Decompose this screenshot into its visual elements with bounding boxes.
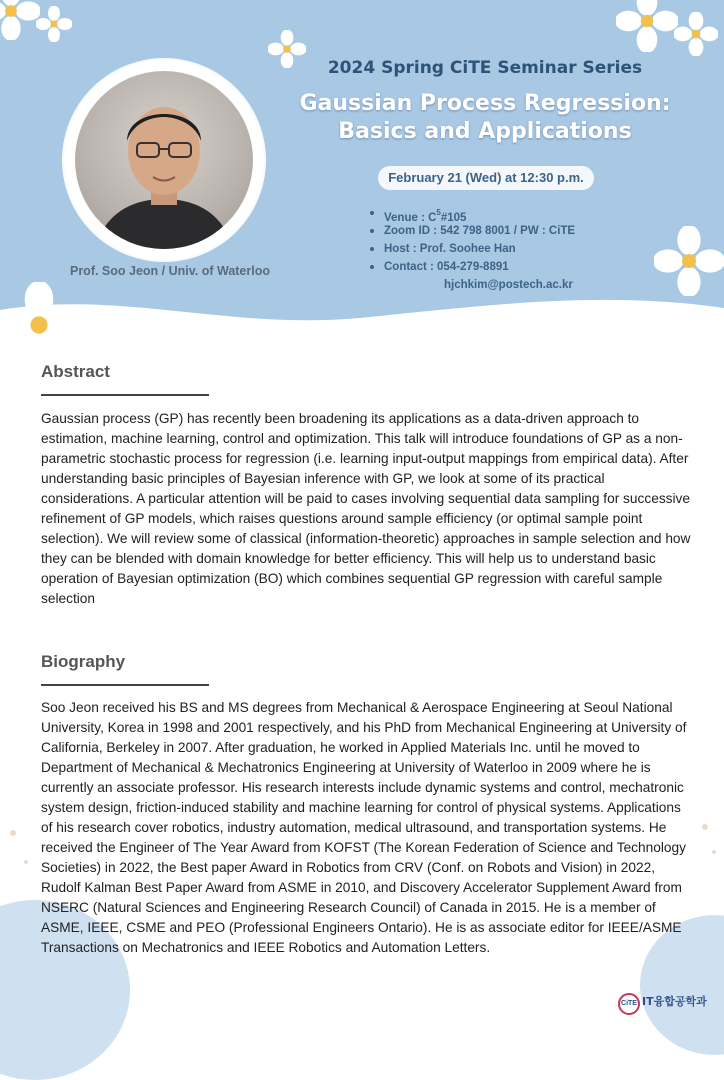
bullet-icon	[370, 211, 374, 215]
department-name: IT융합공학과	[642, 995, 707, 1008]
decorative-dot	[24, 860, 28, 864]
decorative-dot	[702, 824, 708, 830]
event-info-list	[368, 204, 648, 294]
talk-title-line-1: Gaussian Process Regression:	[299, 91, 671, 116]
zoom-item: Zoom ID : 542 798 8001 / PW : CiTE	[368, 222, 648, 240]
speaker-caption: Prof. Soo Jeon / Univ. of Waterloo	[69, 264, 270, 278]
flower-icon	[674, 12, 718, 56]
bullet-icon	[370, 247, 374, 251]
contact-item: Contact : 054-279-8891	[368, 258, 648, 276]
flower-icon	[36, 6, 72, 42]
biography-text: Soo Jeon received his BS and MS degrees from Mechanical & Aerospace Engineering at Seoul National University, Korea in 1998 and 2001 respectively, and his PhD from Mechanical Engineering at University of California, Berkeley in 2007. After graduation, he worked in Applied Materials Inc. until he moved to Department of Mechanical & Mechatronics Engineering at University of Waterloo in 2009 where he is currently an associate professor. His research interests include dynamic systems and control, mechatronic system design, friction-induced stability and machine learning for control of physical systems. Applications of his research cover robotics, industry automation, medical ultrasound, and transportation systems. He received the Engineer of The Year Award from KOFST (The Korean Federation of Science and Technology Societies) in 2022, the Best paper Award in Robotics from CRV (Conf. on Robots and Vision) in 2022, Rudolf Kalman Best Paper Award from ASME in 2010, and Discovery Accelerator Supplement Award from NSERC (Natural Sciences and Engineering Research Council) of Canada in 2015. He is a member of ASME, IEEE, CSME and PEO (Professional Engineers Ontario). He is as associate editor for IEEE/ASME Transactions on Mechatronics and IEEE Robotics and Automation Letters.	[41, 700, 687, 955]
bullet-icon	[370, 265, 374, 269]
biography-heading: Biography	[41, 652, 126, 671]
flower-icon	[654, 226, 724, 296]
department-logo	[618, 993, 718, 1015]
talk-title	[285, 90, 685, 146]
decorative-dot	[712, 850, 716, 854]
host-item: Host : Prof. Soohee Han	[368, 240, 648, 258]
flower-icon	[616, 0, 678, 52]
series-title: 2024 Spring CiTE Seminar Series	[327, 58, 643, 78]
cite-logo-icon: CiTE	[618, 993, 640, 1015]
flower-icon	[0, 0, 40, 40]
biography-divider	[41, 684, 209, 686]
flower-icon	[0, 282, 82, 368]
bullet-icon	[370, 229, 374, 233]
abstract-heading: Abstract	[41, 362, 110, 381]
date-badge: February 21 (Wed) at 12:30 p.m.	[378, 166, 594, 190]
abstract-divider	[41, 394, 209, 396]
speaker-photo	[75, 71, 253, 249]
abstract-text: Gaussian process (GP) has recently been broadening its applications as a data-driven approach to estimation, machine learning, control and optimization. This talk will introduce foundations of GP as a non-parametric stochastic process for regression (i.e. learning input-output mappings from empirical data). After understanding basic principles of Bayesian inference with GP, we look at some of its practical considerations. A particular attention will be paid to cases involving sequential data sampling for successive refinement of GP models, which raises questions around sample efficiency (or optimal sample point selection). We will review some of classical (information-theoretic) approaches in sample selection and how they can be blended with domain knowledge for better efficiency. This will help us to understand basic operation of Bayesian optimization (BO) which combines sequential GP regression with careful sample selection	[41, 411, 691, 606]
venue-item: Venue : $C^5\#105$	[368, 204, 648, 222]
contact-email[interactable]: hjchkim@postech.ac.kr	[444, 279, 573, 291]
decorative-dot	[10, 830, 16, 836]
talk-title-line-2: Basics and Applications	[338, 119, 632, 144]
